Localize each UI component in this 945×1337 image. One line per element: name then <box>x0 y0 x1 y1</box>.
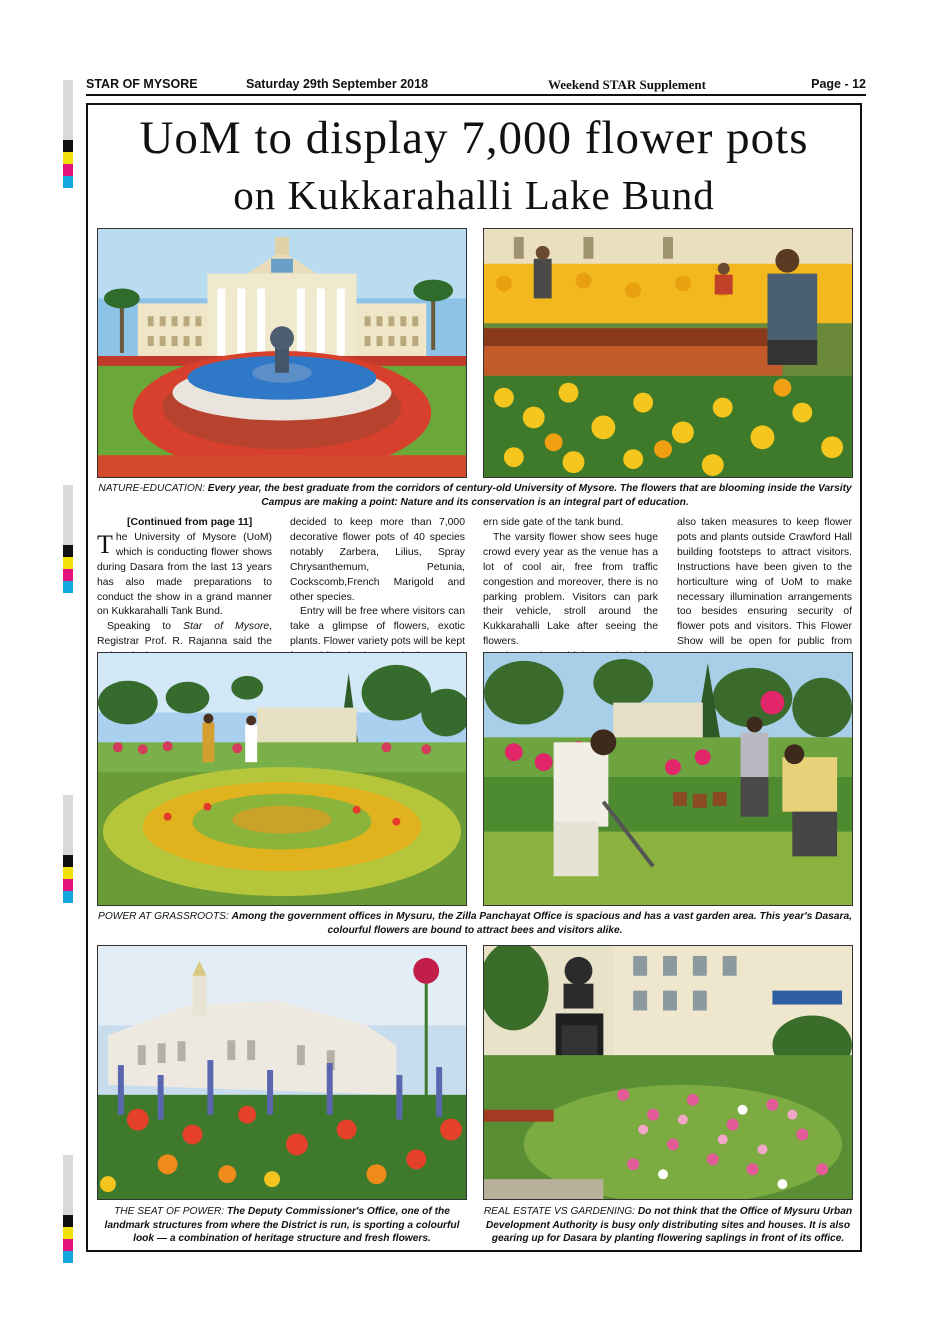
continued-note: [Continued from page 11] <box>127 517 253 528</box>
article-paragraph: ern side gate of the tank bund. <box>483 517 624 528</box>
supplement-name: Weekend STAR Supplement <box>548 77 706 92</box>
article-column-1 <box>97 516 272 665</box>
issue-date: Saturday 29th September 2018 <box>246 77 429 91</box>
article-paragraph <box>97 531 272 620</box>
caption-kicker: NATURE-EDUCATION: <box>98 483 205 494</box>
page-number: Page - 12 <box>811 77 866 91</box>
article-column-3 <box>483 516 658 665</box>
caption-kicker: REAL ESTATE VS GARDENING: <box>483 1206 635 1217</box>
caption-power-at-grassroots <box>97 910 853 937</box>
page-header <box>86 76 866 96</box>
caption-body: Do not think that the Office of Mysuru Urban Development Authority is busy only distributing sites and houses. It is also gearing up for Dasara by planting flowering saplings in front of its office. <box>485 1206 853 1244</box>
registration-strip <box>63 795 73 903</box>
headline-line-2: on Kukkarahalli Lake Bund <box>233 172 715 218</box>
muda-office-cosmos-photo <box>483 945 853 1200</box>
headline-line-1: UoM to display 7,000 flower pots <box>139 112 809 164</box>
article-paragraph: decided to keep more than 7,000 decorative flower pots of 40 species notably Zarbera, Lilius, Spray Chrysanthemum, Petunia, Cockscomb,French Marigold and other species. <box>290 517 465 603</box>
gardeners-trimming-photo <box>483 652 853 906</box>
article-paragraph: Entry will be free where visitors can take a glimpse of flowers, exotic plants. Flower variety pots will be kept <box>290 606 465 648</box>
university-building-photo <box>97 228 467 478</box>
registration-strip <box>63 80 73 188</box>
caption-body: Among the government offices in Mysuru, the Zilla Panchayat Office is spacious and has a vast garden area. This year's Dasara, colourful flowers are bound to attract bees and visitors alike. <box>231 911 852 936</box>
caption-body: The Deputy Commissioner's Office, one of the landmark structures from where the District is run, is sporting a colourful look — a combination of heritage structure and fresh flowers. <box>104 1206 460 1244</box>
registration-strip <box>63 1155 73 1263</box>
caption-body: Every year, the best graduate from the corridors of century-old University of Mysore. The flowers that are blooming inside the Varsity Campus are making a point: Nature and its conservation is an integral part of education. <box>207 483 852 508</box>
zilla-panchayat-garden-photo <box>97 652 467 906</box>
drop-cap: T <box>97 529 113 559</box>
caption-seat-of-power <box>97 1205 467 1246</box>
paragraph-text: Speaking to <box>107 621 184 633</box>
article-column-4 <box>677 516 852 665</box>
caption-nature-education <box>97 482 853 509</box>
caption-kicker: THE SEAT OF POWER: <box>114 1206 225 1217</box>
paper-name-italic: Star of Mysore <box>183 621 270 633</box>
dc-office-flowers-photo <box>97 945 467 1200</box>
registration-strip <box>63 485 73 593</box>
marigold-pots-photo <box>483 228 853 478</box>
article-paragraph: also taken measures to keep flower pots and plants outside Crawford Hall building footsteps to attract visitors. Instructions have been given to the horticulture wing of UoM to make necessary illumination arrangements too besides ensuring security of flower pots and visitors. This Flower Show will be open for public from <box>677 517 852 648</box>
caption-real-estate-vs-gardening <box>483 1205 853 1246</box>
paragraph-text: he University of Mysore (UoM) which is conducting flower shows during Dasara from the last 13 years has also made preparations to conduct the show in a grand manner on Kukkarahalli Tank Bund. <box>97 531 272 618</box>
publication-name: STAR OF MYSORE <box>86 77 198 91</box>
caption-kicker: POWER AT GRASSROOTS: <box>98 911 229 922</box>
article-paragraph: The varsity flower show sees huge crowd every year as the venue has a lot of cool air, free from traffic congestion and moreover, there is no parking problem. Visitors can park their vehicle, stroll around the Kukkarahalli Lake after seeing the flowers. <box>483 531 658 648</box>
paragraph-text: , Registrar Prof. R. Rajanna said the <box>97 621 272 648</box>
